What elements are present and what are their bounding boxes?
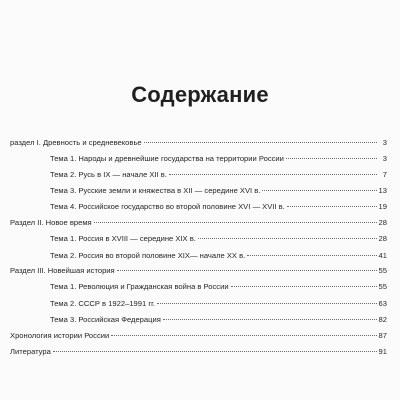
dot-leader xyxy=(247,255,376,256)
page-title: Содержание xyxy=(131,82,269,107)
dot-leader xyxy=(169,174,377,175)
toc-entry-page: 28 xyxy=(378,234,387,243)
toc-entry-label: Тема 1. Народы и древнейшие государства на территории России xyxy=(50,154,284,163)
toc-entry-topic xyxy=(50,281,387,293)
toc-entry-label: Литература xyxy=(10,347,51,356)
toc-entry-page: 3 xyxy=(382,138,387,147)
dot-leader xyxy=(198,238,377,239)
toc-entry-page: 91 xyxy=(378,347,387,356)
toc-entry-page: 63 xyxy=(378,299,387,308)
dot-leader xyxy=(144,142,377,143)
toc-entry-page: 28 xyxy=(378,218,387,227)
toc-entry-topic xyxy=(50,153,387,165)
dot-leader xyxy=(262,190,376,191)
dot-leader xyxy=(157,303,377,304)
toc-entry-section xyxy=(10,346,387,358)
toc-entry-page: 55 xyxy=(378,282,387,291)
toc-entry-section xyxy=(10,330,387,342)
toc-entry-topic xyxy=(50,185,387,197)
dot-leader xyxy=(231,286,377,287)
toc-entry-label: Тема 2. СССР в 1922–1991 гг. xyxy=(50,299,156,308)
toc-entry-page: 82 xyxy=(378,315,387,324)
toc-entry-page: 13 xyxy=(378,186,387,195)
toc-entry-label: Тема 4. Российское государство во второй половине XVI — XVII в. xyxy=(50,202,285,211)
toc-entry-label: Тема 2. Русь в IX — начале XII в. xyxy=(50,170,167,179)
toc-entry-label: Тема 3. Русские земли и княжества в XII — середине XVI в. xyxy=(50,186,261,195)
toc-entry-section xyxy=(10,217,387,229)
toc-entry-page: 55 xyxy=(378,266,387,275)
toc-entry-section xyxy=(10,137,387,149)
toc-entry-label: Раздел III. Новейшая история xyxy=(10,266,115,275)
dot-leader xyxy=(111,335,376,336)
toc-entry-label: Тема 3. Российская Федерация xyxy=(50,315,161,324)
toc-entry-topic xyxy=(50,201,387,213)
toc-entry-label: Тема 2. Россия во второй половине XIX— начале XX в. xyxy=(50,251,246,260)
toc-entry-topic xyxy=(50,250,387,262)
toc-entry-page: 41 xyxy=(378,251,387,260)
toc-entry-topic xyxy=(50,169,387,181)
toc-entry-label: Тема 1. Россия в XVIII — середине XIX в. xyxy=(50,234,196,243)
toc-entry-label: раздел I. Древность и средневековье xyxy=(10,138,142,147)
toc-entry-page: 87 xyxy=(378,331,387,340)
dot-leader xyxy=(117,270,377,271)
toc-entry-label: Хронология истории России xyxy=(10,331,110,340)
toc-entry-topic xyxy=(50,314,387,326)
toc-entry-page: 3 xyxy=(382,154,387,163)
dot-leader xyxy=(286,158,377,159)
toc-entry-label: Раздел II. Новое время xyxy=(10,218,92,227)
dot-leader xyxy=(53,351,377,352)
toc-entry-section xyxy=(10,265,387,277)
toc-entry-page: 19 xyxy=(378,202,387,211)
toc-entry-topic xyxy=(50,298,387,310)
dot-leader xyxy=(163,319,377,320)
toc-entry-page: 7 xyxy=(382,170,387,179)
toc-entry-label: Тема 1. Революция и Гражданская война в России xyxy=(50,282,229,291)
dot-leader xyxy=(287,206,377,207)
dot-leader xyxy=(94,222,377,223)
toc-entry-topic xyxy=(50,233,387,245)
